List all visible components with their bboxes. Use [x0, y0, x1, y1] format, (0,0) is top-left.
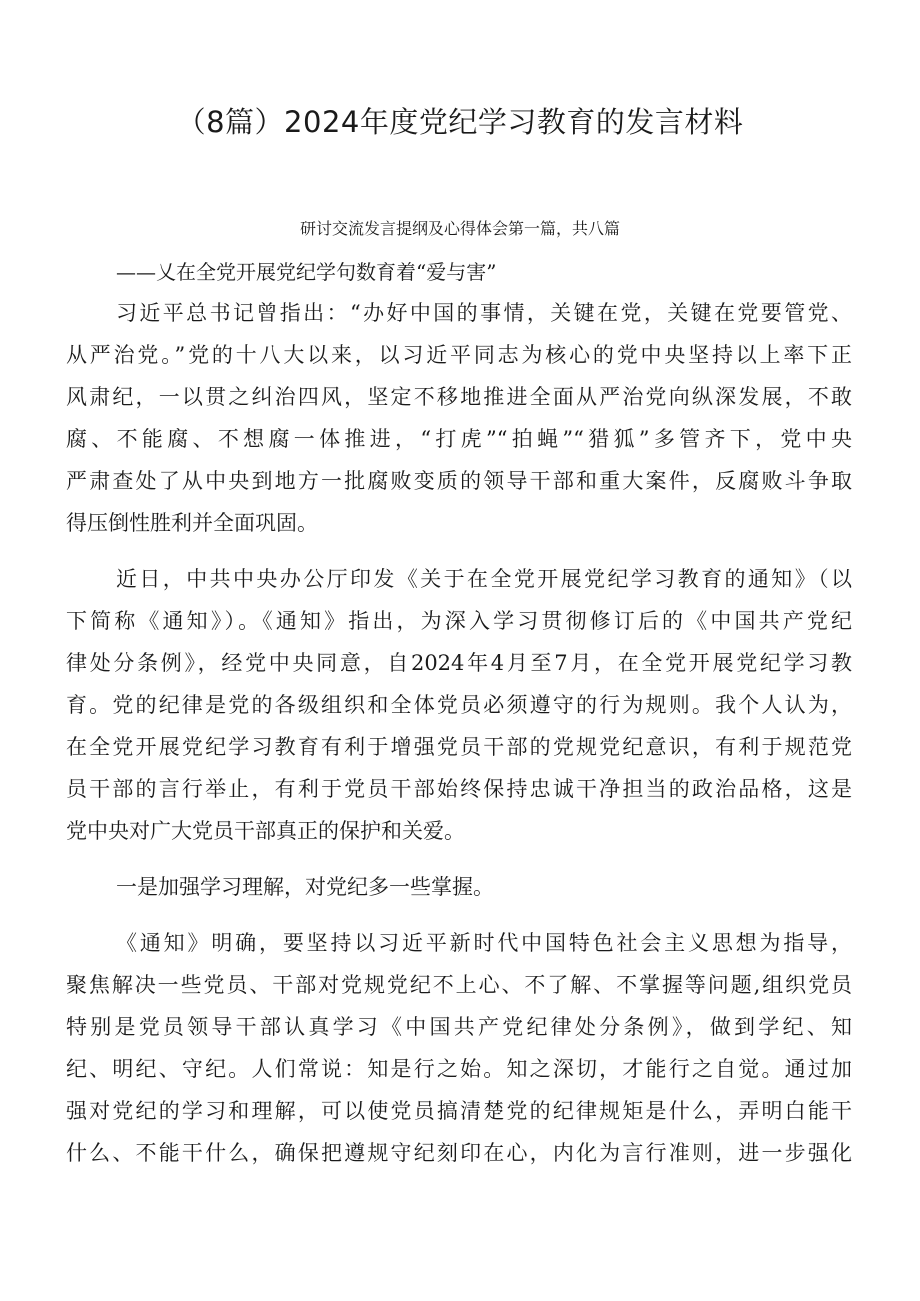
paragraph-line — [66, 1008, 852, 1050]
paragraph-line — [66, 644, 852, 686]
paragraph-line — [66, 294, 852, 336]
paragraph-line — [66, 728, 852, 770]
paragraph-line — [66, 602, 852, 644]
paragraph — [66, 868, 852, 910]
paragraph-line-text: 什么、不能干什么，确保把遵规守纪刻印在心，内化为言行准则，进一步强化 — [66, 1141, 852, 1165]
paragraph — [66, 560, 852, 854]
paragraph-line-text: 习近平总书记曾指出：“办好中国的事情，关键在党，关键在党要管党、 — [116, 301, 852, 325]
paragraph-line-text: 育。党的纪律是党的各级组织和全体党员必须遵守的行为规则。我个人认为， — [66, 693, 852, 717]
paragraph — [66, 924, 852, 1176]
paragraph-line-text: 一是加强学习理解，对党纪多一些掌握。 — [116, 875, 494, 899]
paragraph-line — [66, 966, 852, 1008]
paragraph-line-text: 党中央对广大党员干部真正的保护和关爱。 — [66, 819, 465, 843]
paragraph-line — [66, 1134, 852, 1176]
paragraph-line-text: 纪、明纪、守纪。人们常说：知是行之始。知之深切，才能行之自觉。通过加 — [66, 1057, 852, 1081]
document-subhead: ——乂在全党开展党纪学句数育着“爱与害” — [116, 260, 497, 284]
paragraph-line — [66, 1050, 852, 1092]
paragraph-line-text: 腐、不能腐、不想腐一体推进，“打虎”“拍蝇”“猎狐”多管齐下，党中央 — [66, 427, 852, 451]
paragraph-line — [66, 812, 852, 854]
paragraph-line — [66, 504, 852, 546]
paragraph-line — [66, 462, 852, 504]
paragraph-line-text: 《通知》明确，要坚持以习近平新时代中国特色社会主义思想为指导， — [116, 931, 852, 955]
paragraph-line — [66, 770, 852, 812]
paragraph — [66, 294, 852, 546]
paragraph-line-text: 在全党开展党纪学习教育有利于增强党员干部的党规党纪意识，有利于规范党 — [66, 735, 852, 759]
paragraph-line-text: 聚焦解决一些党员、干部对党规党纪不上心、不了解、不掌握等问题,组织党员 — [66, 973, 852, 997]
paragraph-line-text: 特别是党员领导干部认真学习《中国共产党纪律处分条例》，做到学纪、知 — [66, 1015, 852, 1039]
paragraph-line — [66, 868, 852, 910]
paragraph-line-text: 从严治党。”党的十八大以来，以习近平同志为核心的党中央坚持以上率下正 — [66, 343, 852, 367]
paragraph-line-text: 律处分条例》，经党中央同意，自2024年4月至7月，在全党开展党纪学习教 — [66, 651, 852, 675]
paragraph-line-text: 严肃查处了从中央到地方一批腐败变质的领导干部和重大案件，反腐败斗争取 — [66, 469, 852, 493]
document-subtitle: 研讨交流发言提纲及心得体会第一篇，共八篇 — [299, 219, 620, 238]
paragraph-line-text: 风肃纪，一以贯之纠治四风，坚定不移地推进全面从严治党向纵深发展，不敢 — [66, 385, 852, 409]
paragraph-line — [66, 336, 852, 378]
paragraph-line-text: 近日，中共中央办公厅印发《关于在全党开展党纪学习教育的通知》（以 — [116, 567, 852, 591]
paragraph-line — [66, 420, 852, 462]
paragraph-line — [66, 924, 852, 966]
paragraph-line — [66, 686, 852, 728]
paragraph-line-text: 得压倒性胜利并全面巩固。 — [66, 511, 318, 535]
paragraph-line — [66, 1092, 852, 1134]
paragraph-line-text: 强对党纪的学习和理解，可以使党员搞清楚党的纪律规矩是什么，弄明白能干 — [66, 1099, 852, 1123]
paragraph-line-text: 下简称《通知》）。《通知》指出，为深入学习贯彻修订后的《中国共产党纪 — [66, 609, 852, 633]
paragraph-line — [66, 560, 852, 602]
document-title: （8篇）2024年度党纪学习教育的发言材料 — [176, 105, 744, 139]
paragraph-line — [66, 378, 852, 420]
document-body — [66, 294, 852, 1176]
paragraph-line-text: 员干部的言行举止，有利于党员干部始终保持忠诚干净担当的政治品格，这是 — [66, 777, 852, 801]
